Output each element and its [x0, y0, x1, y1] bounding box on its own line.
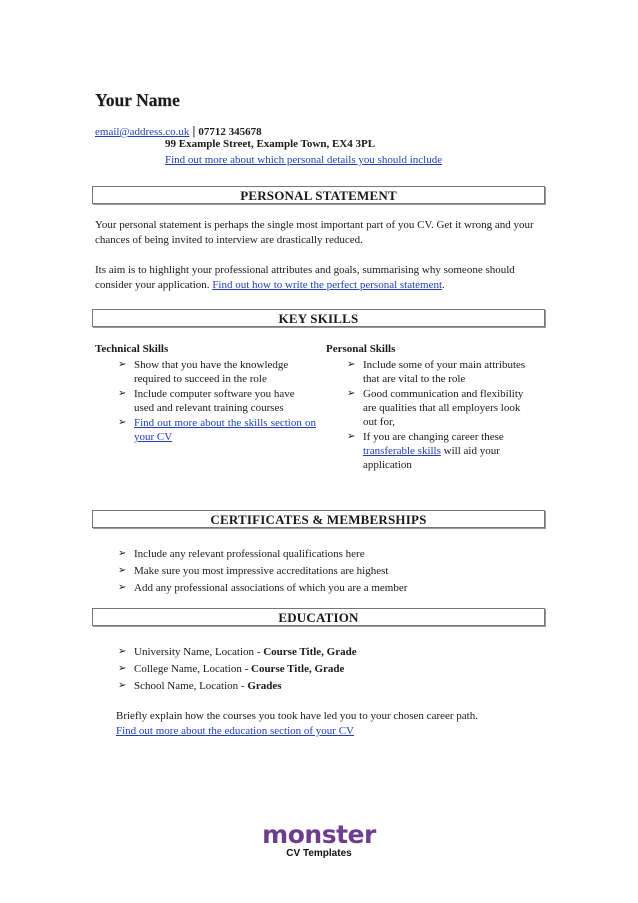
technical-item-text: Include computer software you have used and relevant training courses	[134, 388, 295, 414]
education-course: Course Title, Grade	[251, 663, 345, 675]
list-item	[347, 387, 537, 429]
arrow-bullet-icon: ➢	[118, 663, 127, 674]
list-item	[118, 546, 538, 562]
technical-item-text: Show that you have the knowledge required to succeed in the role	[134, 359, 289, 385]
cv-templates-label: CV Templates	[286, 848, 352, 859]
personal-item-text: If you are changing career these	[363, 431, 504, 443]
education-course: Grades	[247, 680, 282, 692]
technical-skills-column	[95, 343, 325, 445]
personal-skills-title: Personal Skills	[326, 343, 396, 355]
personal-statement-para2	[95, 263, 540, 293]
monster-logo	[258, 822, 380, 859]
certificates-list	[118, 546, 538, 597]
transferable-skills-link[interactable]: transferable skills	[363, 445, 441, 457]
personal-skills-list	[347, 358, 537, 472]
arrow-bullet-icon: ➢	[347, 431, 356, 442]
personal-skills-column	[326, 343, 541, 473]
certificate-item-text: Add any professional associations of which you are a member	[134, 582, 408, 594]
address: 99 Example Street, Example Town, EX4 3PL	[165, 138, 376, 150]
education-list	[118, 644, 538, 695]
personal-statement-heading: PERSONAL STATEMENT	[92, 186, 545, 204]
contact-separator: |	[192, 123, 196, 138]
personal-statement-link[interactable]: Find out how to write the perfect personal statement	[212, 279, 443, 291]
cv-name: Your Name	[95, 90, 180, 110]
arrow-bullet-icon: ➢	[347, 359, 356, 370]
arrow-bullet-icon: ➢	[118, 359, 127, 370]
arrow-bullet-icon: ➢	[118, 548, 127, 559]
list-item	[118, 678, 538, 694]
phone-number: 07712 345678	[198, 126, 262, 138]
certificate-item-text: Include any relevant professional qualifications here	[134, 548, 365, 560]
arrow-bullet-icon: ➢	[118, 680, 127, 691]
list-item	[118, 563, 538, 579]
email-link[interactable]: email@address.co.uk	[95, 126, 190, 138]
list-item	[118, 387, 316, 415]
list-item	[347, 430, 537, 472]
arrow-bullet-icon: ➢	[347, 388, 356, 399]
list-item	[347, 358, 537, 386]
arrow-bullet-icon: ➢	[118, 582, 127, 593]
personal-item-text: Good communication and flexibility are qualities that all employers look out for,	[363, 388, 524, 428]
education-place: University Name, Location -	[134, 646, 264, 658]
education-place: School Name, Location -	[134, 680, 248, 692]
arrow-bullet-icon: ➢	[118, 565, 127, 576]
certificate-item-text: Make sure you most impressive accreditations are highest	[134, 565, 389, 577]
para2-end: .	[442, 279, 445, 291]
arrow-bullet-icon: ➢	[118, 646, 127, 657]
arrow-bullet-icon: ➢	[118, 388, 127, 399]
list-item	[118, 416, 316, 444]
personal-item-text-end: will aid your application	[363, 445, 500, 471]
education-explain	[116, 709, 546, 739]
monster-logo-word: monster	[262, 820, 376, 849]
education-heading: EDUCATION	[92, 608, 545, 626]
technical-skills-title: Technical Skills	[95, 343, 169, 355]
personal-details-link[interactable]: Find out more about which personal details you should include	[165, 154, 443, 166]
list-item	[118, 661, 538, 677]
arrow-bullet-icon: ➢	[118, 417, 127, 428]
personal-item-text: Include some of your main attributes that are vital to the role	[363, 359, 526, 385]
certificates-heading: CERTIFICATES & MEMBERSHIPS	[92, 510, 545, 528]
list-item	[118, 644, 538, 660]
education-section-link[interactable]: Find out more about the education section of your CV	[116, 725, 354, 737]
list-item	[118, 580, 538, 596]
personal-statement-para1: Your personal statement is perhaps the single most important part of you CV. Get it wrong and your chances of being invited to interview are drastically reduced.	[95, 219, 534, 246]
education-place: College Name, Location -	[134, 663, 251, 675]
contact-line	[95, 123, 262, 139]
education-course: Course Title, Grade	[263, 646, 357, 658]
key-skills-heading: KEY SKILLS	[92, 309, 545, 327]
education-explain-text: Briefly explain how the courses you took have led you to your chosen career path.	[116, 710, 478, 722]
technical-skills-list	[118, 358, 316, 444]
list-item	[118, 358, 316, 386]
skills-section-link[interactable]: Find out more about the skills section on your CV	[134, 417, 316, 443]
para2-text: Its aim is to highlight your professional attributes and goals, summarising why someone should consider your application.	[95, 264, 515, 291]
